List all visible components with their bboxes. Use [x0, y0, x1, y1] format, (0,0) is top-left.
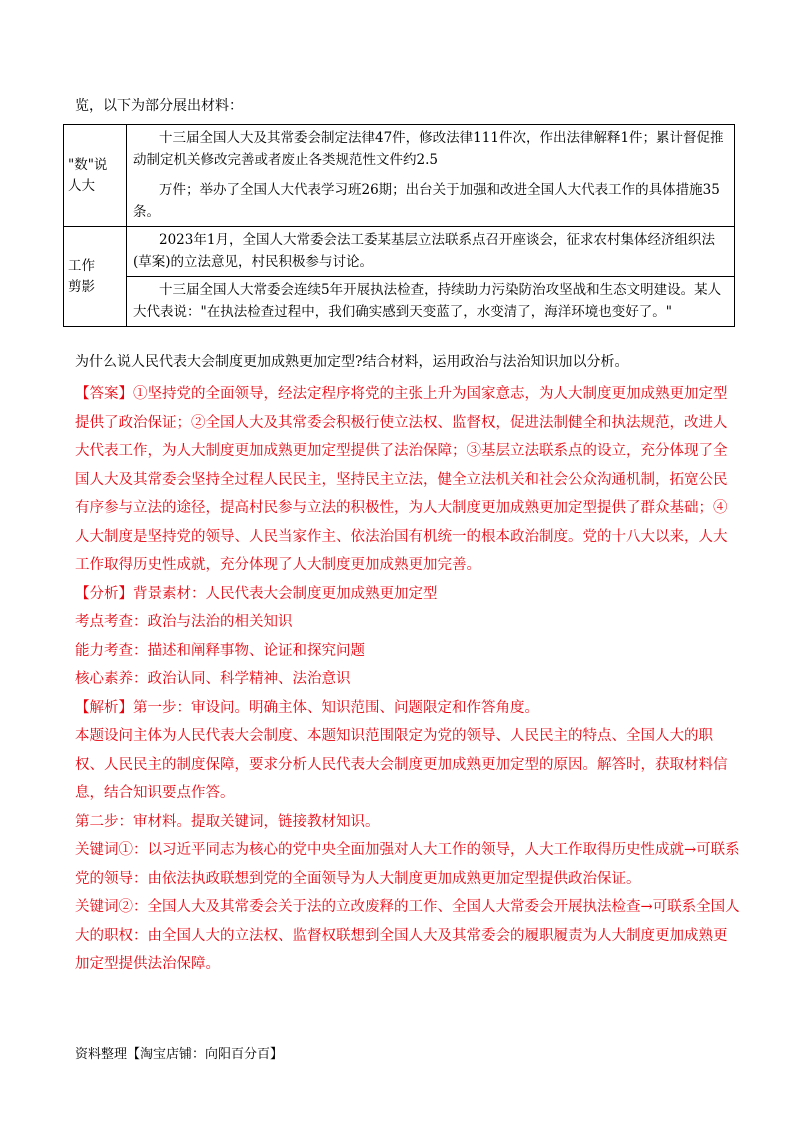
- row-content-stats: [127, 125, 735, 227]
- explain-step-2: 第二步：审材料。提取关键词，链接教材知识。: [75, 813, 380, 830]
- literacy-point: 核心素养：政治认同、科学精神、法治意识: [75, 671, 351, 687]
- row-label-line: 剪影: [68, 278, 95, 295]
- table-row: [64, 277, 735, 327]
- material-paragraph: 2023年1月，全国人大常委会法工委某基层立法联系点召开座谈会，征求农村集体经济组织法(草案)的立法意见，村民积极参与讨论。: [133, 232, 715, 270]
- row-label-line: 人大: [68, 177, 95, 194]
- row-content-work-1: [127, 227, 735, 277]
- material-paragraph: 十三届全国人大及其常委会制定法律47件，修改法律111件次，作出法律解释1件；累计督促推动制定机关修改完善或者废止各类规范性文件约2.5: [133, 130, 724, 168]
- footer-source: 资料整理【淘宝店铺：向阳百分百】: [75, 1047, 284, 1062]
- material-paragraph: 十三届全国人大常委会连续5年开展执法检查，持续助力污染防治攻坚战和生态文明建设。某人大代表说："在执法检查过程中，我们确实感到天变蓝了，水变清了，海洋环境也变好了。": [133, 282, 722, 320]
- material-paragraph: 万件；举办了全国人大代表学习班26期；出台关于加强和改进全国人大代表工作的具体措施35条。: [133, 182, 720, 220]
- answer-section: [75, 380, 740, 979]
- intro-text: 览，以下为部分展出材料：: [75, 98, 243, 114]
- keyword-2: 关键词②：全国人大及其常委会关于法的立改废释的工作、全国人大常委会开展执法检查→可联系全国人大的职权：由全国人大的立法权、监督权联想到全国人大及其常委会的履职履责为人大制度更加成熟更加定型提供法治保障。: [75, 899, 740, 972]
- keyword-1: 关键词①：以习近平同志为核心的党中央全面加强对人大工作的领导，人大工作取得历史性成就→可联系党的领导：由依法执政联想到党的全面领导为人大制度更加成熟更加定型提供政治保证。: [75, 842, 740, 887]
- row-label-work: [64, 227, 127, 327]
- row-content-work-2: [127, 277, 735, 327]
- question-text: 为什么说人民代表大会制度更加成熟更加定型?结合材料，运用政治与法治知识加以分析。: [75, 354, 629, 370]
- answer-paragraph: 【答案】①坚持党的全面领导，经法定程序将党的主张上升为国家意志，为人大制度更加成熟更加定型提供了政治保证；②全国人大及其常委会积极行使立法权、监督权，促进法制健全和执法规范，改进人大代表工作，为人大制度更加成熟更加定型提供了法治保障；③基层立法联系点的设立，充分体现了全国人大及其常委会坚持全过程人民民主，坚持民主立法，健全立法机关和社会公众沟通机制，拓宽公民有序参与立法的途径，提高村民参与立法的积极性，为人大制度更加成熟更加定型提供了群众基础；④人大制度是坚持党的领导、人民当家作主、依法治国有机统一的根本政治制度。党的十八大以来，人大工作取得历史性成就，充分体现了人大制度更加成熟更加完善。: [75, 386, 728, 573]
- exam-point: 考点考查：政治与法治的相关知识: [75, 614, 293, 630]
- table-row: [64, 227, 735, 277]
- material-table: [63, 124, 735, 327]
- explain-step-1: 【解析】第一步：审设问。明确主体、知识范围、问题限定和作答角度。: [75, 699, 539, 716]
- analysis-heading: 【分析】背景素材：人民代表大会制度更加成熟更加定型: [75, 585, 438, 602]
- ability-point: 能力考查：描述和阐释事物、论证和探究问题: [75, 642, 365, 659]
- row-label-stats: [64, 125, 127, 227]
- explain-step-1-body: 本题设问主体为人民代表大会制度、本题知识范围限定为党的领导、人民民主的特点、全国人大的职权、人民民主的制度保障，要求分析人民代表大会制度更加成熟更加定型的原因。解答时，获取材料信息，结合知识要点作答。: [75, 728, 728, 801]
- row-label-line: "数"说: [68, 156, 108, 173]
- row-label-line: 工作: [68, 257, 95, 274]
